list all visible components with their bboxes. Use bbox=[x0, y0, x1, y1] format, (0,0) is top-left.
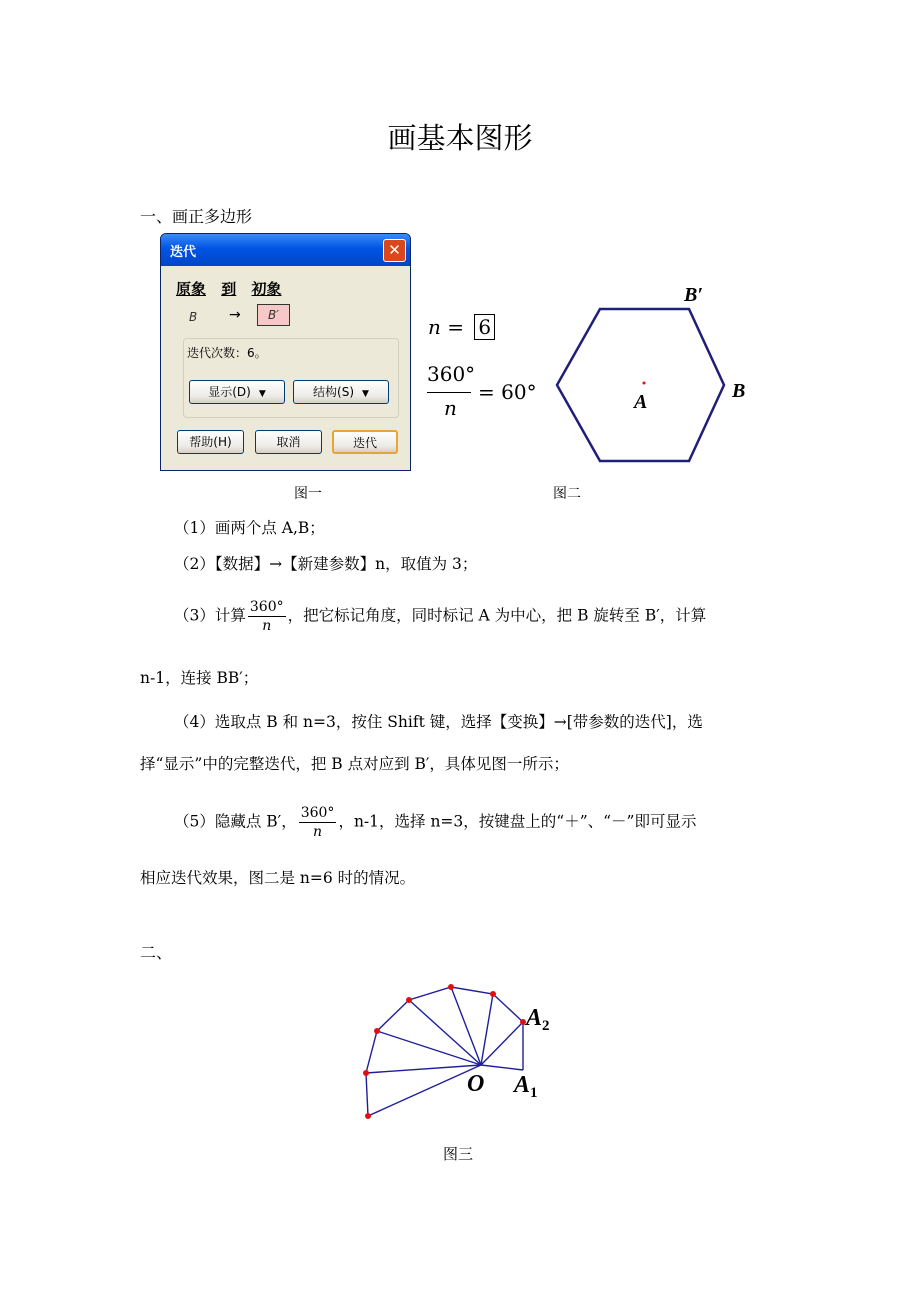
step-3-rest: ，把它标记角度，同时标记 A 为中心，把 B 旋转至 B′，计算 bbox=[287, 606, 707, 625]
map-arrow-icon: → bbox=[229, 307, 241, 323]
fraction-result: = 60° bbox=[478, 380, 537, 404]
point-8 bbox=[365, 1113, 371, 1119]
point-7 bbox=[363, 1070, 369, 1076]
label-a1 bbox=[512, 1072, 538, 1101]
step-3-lead: （3）计算 bbox=[174, 606, 246, 625]
caption-figure-3: 图三 bbox=[443, 1145, 474, 1163]
point-6 bbox=[374, 1028, 380, 1034]
spoke-4 bbox=[451, 987, 481, 1065]
label-a2 bbox=[524, 1005, 550, 1034]
map-source-point: B bbox=[189, 310, 198, 324]
structure-label: 结构(S) bbox=[313, 385, 355, 399]
header-source: 原象 bbox=[176, 280, 207, 298]
iteration-count: 迭代次数：6。 bbox=[187, 346, 267, 360]
spiral-outer-path bbox=[366, 987, 523, 1116]
step-3 bbox=[140, 598, 814, 635]
point-3 bbox=[490, 991, 496, 997]
label-a1-sub: 1 bbox=[530, 1085, 538, 1101]
step-4: （4）选取点 B 和 n=3，按住 Shift 键，选择【变换】→[带参数的迭代]，选 bbox=[174, 713, 703, 731]
point-4 bbox=[448, 984, 454, 990]
iterate-button[interactable]: 迭代 bbox=[332, 430, 398, 454]
fraction-bar bbox=[427, 392, 471, 393]
label-o: O bbox=[467, 1071, 485, 1097]
step-5-continued: 相应迭代效果，图二是 n=6 时的情况。 bbox=[140, 869, 416, 887]
map-target-field[interactable]: B′ bbox=[257, 304, 290, 326]
step-5 bbox=[140, 804, 814, 841]
step-3-fraction bbox=[248, 598, 286, 635]
cancel-button[interactable]: 取消 bbox=[255, 430, 322, 454]
label-a1-letter: A bbox=[514, 1072, 531, 1098]
step-5-lead: （5）隐藏点 B′， bbox=[174, 812, 297, 831]
mapping-header bbox=[176, 278, 292, 299]
step-3-fraction-den: n bbox=[262, 618, 272, 634]
caret-down-icon: ▼ bbox=[362, 389, 369, 399]
close-icon[interactable]: ✕ bbox=[383, 239, 406, 262]
spoke-a1 bbox=[481, 1065, 523, 1070]
section-2-heading: 二、 bbox=[140, 943, 173, 962]
label-b: B bbox=[732, 380, 746, 402]
step-3-fraction-num: 360° bbox=[249, 599, 284, 615]
label-a: A bbox=[634, 391, 648, 413]
help-button[interactable]: 帮助(H) bbox=[177, 430, 244, 454]
caption-figure-1: 图一 bbox=[294, 486, 322, 502]
step-4-continued: 择“显示”中的完整迭代，把 B 点对应到 B′，具体见图一所示； bbox=[140, 755, 569, 773]
section-1-heading: 一、画正多边形 bbox=[140, 207, 253, 226]
spoke-6 bbox=[377, 1031, 481, 1065]
n-label: n = bbox=[428, 315, 471, 339]
header-target: 初象 bbox=[251, 280, 282, 298]
hexagon-shape bbox=[557, 309, 724, 461]
spoke-8 bbox=[368, 1065, 481, 1116]
iteration-dialog bbox=[160, 233, 411, 471]
caption-figure-2: 图二 bbox=[553, 486, 581, 502]
fraction-denominator: n bbox=[444, 396, 457, 420]
label-a2-letter: A bbox=[526, 1005, 543, 1031]
fraction-numerator: 360° bbox=[427, 362, 476, 386]
n-value-box: 6 bbox=[474, 314, 495, 340]
caret-down-icon: ▼ bbox=[258, 389, 266, 399]
page-title: 画基本图形 bbox=[387, 121, 533, 155]
dialog-titlebar bbox=[161, 234, 410, 266]
n-parameter bbox=[428, 314, 495, 340]
step-5-rest: ，n-1，选择 n=3，按键盘上的“＋”、“－”即可显示 bbox=[338, 812, 697, 831]
hexagon-figure bbox=[540, 280, 780, 480]
show-dropdown-button[interactable] bbox=[189, 380, 285, 404]
label-b-prime: B′ bbox=[684, 284, 703, 306]
header-to: 到 bbox=[221, 280, 237, 298]
center-point-a bbox=[643, 382, 646, 385]
spoke-7 bbox=[366, 1065, 481, 1073]
step-5-fraction-den: n bbox=[313, 824, 323, 840]
spiral-figure bbox=[340, 975, 580, 1135]
step-1: （1）画两个点 A,B； bbox=[174, 519, 325, 537]
step-5-fraction bbox=[299, 804, 337, 841]
spoke-5 bbox=[409, 1000, 481, 1065]
show-label: 显示(D) bbox=[208, 385, 251, 399]
label-a2-sub: 2 bbox=[542, 1018, 550, 1034]
step-2: （2）【数据】→【新建参数】n，取值为 3； bbox=[174, 555, 478, 573]
step-5-fraction-num: 360° bbox=[300, 805, 335, 821]
structure-dropdown-button[interactable] bbox=[293, 380, 389, 404]
step-3-continued: n-1，连接 BB′； bbox=[140, 669, 259, 687]
point-5 bbox=[406, 997, 412, 1003]
dialog-title: 迭代 bbox=[170, 245, 197, 260]
